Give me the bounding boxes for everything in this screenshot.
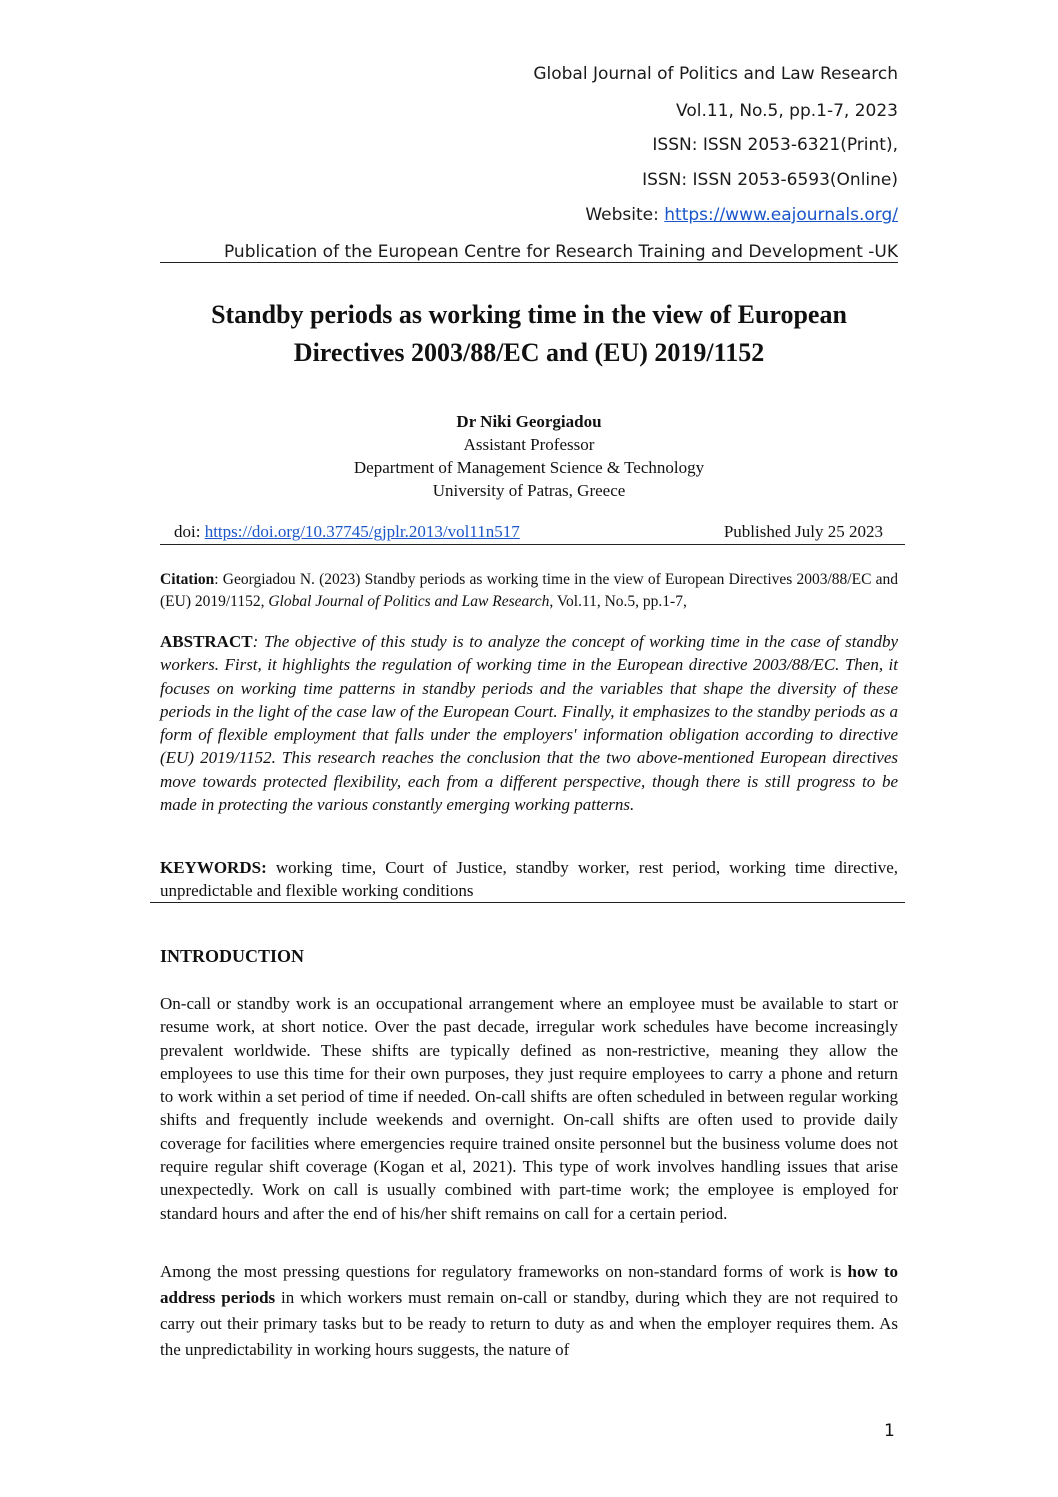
paper-title (120, 296, 938, 372)
doi-row (160, 522, 905, 545)
doi-link[interactable]: https://doi.org/10.37745/gjplr.2013/vol11n517 (204, 522, 520, 541)
author-department: Department of Management Science & Technology (353, 458, 705, 477)
keywords (160, 856, 898, 903)
abstract (160, 630, 898, 816)
title-line-2: Directives 2003/88/EC and (EU) 2019/1152 (293, 338, 765, 367)
author-name: Dr Niki Georgiadou (456, 412, 602, 431)
title-line-1: Standby periods as working time in the view of European (211, 300, 847, 329)
website-link[interactable]: https://www.eajournals.org/ (664, 205, 898, 225)
intro-p2-bold: how to address periods (160, 1262, 899, 1307)
intro-p2-end: in which workers must remain on-call or standby, during which they are not required to carry out their primary tasks but to be ready to return to duty as and when the employer requires them. As the unpredictability in working hours suggests, the nature of (160, 1288, 898, 1359)
keywords-label: KEYWORDS: (160, 858, 267, 877)
intro-paragraph-2 (160, 1259, 898, 1363)
issn-online: ISSN: ISSN 2053-6593(Online) (642, 170, 898, 190)
citation (160, 569, 898, 613)
doi-label: doi: (174, 522, 205, 541)
citation-text: : Georgiadou N. (2023) Standby periods as working time in the view of European Directives 2003/88/EC and (EU) 2019/1152, (160, 571, 898, 610)
published-date: Published July 25 2023 (723, 522, 883, 541)
citation-journal: Global Journal of Politics and Law Research (268, 593, 550, 610)
website-line (585, 205, 898, 225)
keywords-text: working time, Court of Justice, standby worker, rest period, working time directive, unpredictable and flexible working conditions (160, 858, 898, 901)
doi (174, 522, 520, 542)
citation-text-end: , Vol.11, No.5, pp.1-7, (549, 593, 687, 610)
section-heading: INTRODUCTION (160, 946, 305, 966)
intro-p2-start: Among the most pressing questions for regulatory frameworks on non-standard forms of work is (160, 1262, 848, 1281)
intro-paragraph-1: On-call or standby work is an occupational arrangement where an employee must be available to start or resume work, at short notice. Over the past decade, irregular work schedules have become increasingly prevalent worldwide. These shifts are typically defined as non-restrictive, meaning they allow the employees to use this time for their own purposes, they just require employees to carry a phone and return to work within a set period of time if needed. On-call shifts are often scheduled in between regular working shifts and frequently include weekends and overnight. On-call shifts are often used to provide daily coverage for facilities where emergencies require trained onsite personnel but the business volume does not require regular shift coverage (Kogan et al, 2021). This type of work involves handling issues that arise unexpectedly. Work on call is usually combined with part-time work; the employee is employed for standard hours and after the end of his/her shift remains on call for a certain period. (160, 994, 898, 1223)
citation-label: Citation (160, 571, 215, 588)
author-position: Assistant Professor (463, 435, 595, 454)
publisher-line: Publication of the European Centre for Research Training and Development -UK (223, 242, 898, 262)
header-divider (160, 262, 898, 263)
abstract-label: ABSTRACT (160, 632, 253, 651)
keywords-divider (150, 902, 905, 903)
website-label: Website: (585, 205, 665, 225)
journal-name: Global Journal of Politics and Law Research (533, 64, 898, 84)
author-university: University of Patras, Greece (432, 481, 626, 500)
issn-print: ISSN: ISSN 2053-6321(Print), (652, 135, 898, 155)
volume-info: Vol.11, No.5, pp.1-7, 2023 (676, 101, 898, 121)
abstract-text: : The objective of this study is to analyze the concept of working time in the case of standby workers. First, it highlights the regulation of working time in the European directive 2003/88/EC. Then, it focuses on working time patterns in standby periods and the variables that shape the diversity of these periods in the light of the case law of the European Court. Finally, it emphasizes to the standby periods as a form of flexible employment that falls under the employers' information obligation according to directive (EU) 2019/1152. This research reaches the conclusion that the two above-mentioned European directives move towards protected flexibility, each from a different perspective, though there is still progress to be made in protecting the various constantly emerging working patterns. (160, 632, 898, 815)
page-number: 1 (884, 1421, 895, 1441)
